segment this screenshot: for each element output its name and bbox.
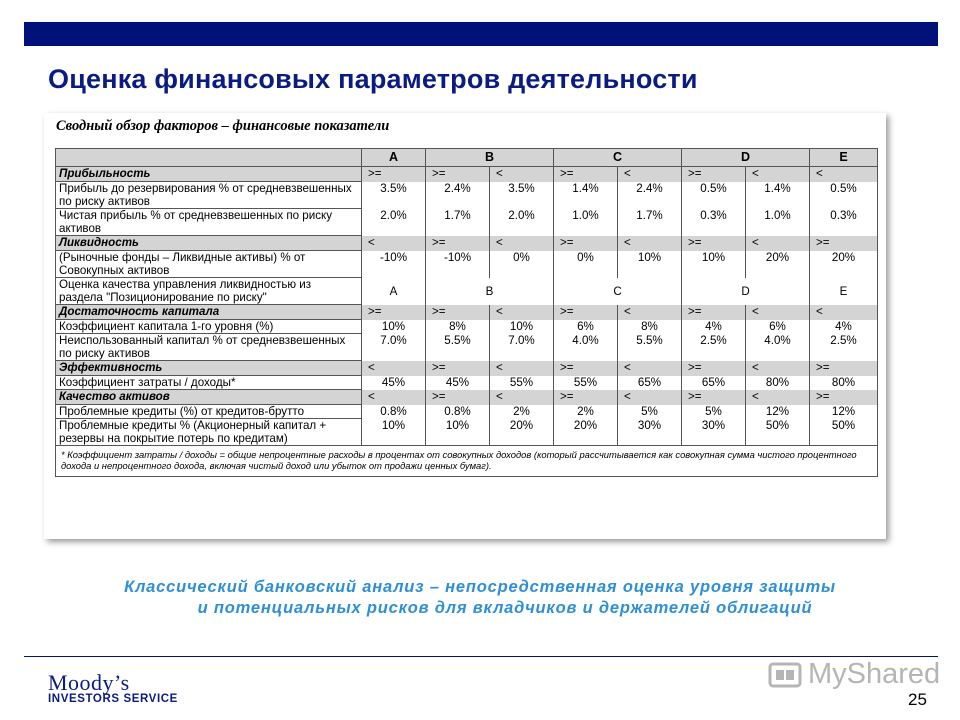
financial-factors-table <box>55 148 878 477</box>
operator-cell: >= <box>362 167 426 182</box>
footnote-row <box>56 446 878 477</box>
value-cell: 6% <box>554 320 618 334</box>
operator-cell: < <box>618 390 682 405</box>
watermark-text: MyShared <box>808 658 941 690</box>
value-cell: 2.4% <box>618 182 682 209</box>
subtitle-line-2: и потенциальных рисков для вкладчиков и держателей облигаций <box>197 599 813 617</box>
value-cell: 0.5% <box>810 182 878 209</box>
value-cell: 20% <box>554 419 618 446</box>
value-cell: 1.0% <box>746 209 810 236</box>
value-cell: 4% <box>682 320 746 334</box>
value-cell: 55% <box>554 376 618 390</box>
value-cell: 0.5% <box>682 182 746 209</box>
value-cell: 0.3% <box>810 209 878 236</box>
value-cell: 12% <box>746 405 810 419</box>
operator-cell: >= <box>682 361 746 376</box>
value-cell: 20% <box>810 251 878 278</box>
value-cell: 0.3% <box>682 209 746 236</box>
value-cell: 1.4% <box>554 182 618 209</box>
value-cell: 65% <box>682 376 746 390</box>
operator-cell: < <box>362 361 426 376</box>
operator-cell: >= <box>554 167 618 182</box>
value-cell: 50% <box>746 419 810 446</box>
operator-cell: < <box>490 167 554 182</box>
value-cell: 5.5% <box>618 334 682 361</box>
table-row <box>56 209 878 236</box>
value-cell: 0% <box>490 251 554 278</box>
value-cell: 20% <box>746 251 810 278</box>
table-row <box>56 278 878 305</box>
operator-cell: < <box>618 236 682 251</box>
row-label: Неиспользованный капитал % от средневзвешенных по риску активов <box>56 334 362 361</box>
value-cell: 2% <box>490 405 554 419</box>
value-cell: 3.5% <box>490 182 554 209</box>
value-cell: 5% <box>618 405 682 419</box>
operator-cell: >= <box>426 305 490 320</box>
value-cell: 1.7% <box>426 209 490 236</box>
row-label: Коэффициент капитала 1-го уровня (%) <box>56 320 362 334</box>
merged-value-cell: B <box>426 278 554 305</box>
value-cell: 50% <box>810 419 878 446</box>
value-cell: 2.5% <box>810 334 878 361</box>
operator-cell: < <box>746 361 810 376</box>
value-cell: 1.0% <box>554 209 618 236</box>
value-cell: 2.0% <box>490 209 554 236</box>
operator-cell: < <box>490 305 554 320</box>
operator-cell: < <box>618 305 682 320</box>
row-label: (Рыночные фонды – Ликвидные активы) % от Совокупных активов <box>56 251 362 278</box>
table-row <box>56 376 878 390</box>
operator-cell: < <box>746 236 810 251</box>
operator-cell: < <box>810 167 878 182</box>
operator-cell: >= <box>682 167 746 182</box>
value-cell: 20% <box>490 419 554 446</box>
top-banner-bar <box>24 22 938 46</box>
value-cell: 4% <box>810 320 878 334</box>
value-cell: -10% <box>362 251 426 278</box>
operator-cell: >= <box>554 236 618 251</box>
row-label: Коэффициент затраты / доходы* <box>56 376 362 390</box>
operator-cell: >= <box>426 236 490 251</box>
value-cell: 0% <box>554 251 618 278</box>
value-cell: 2% <box>554 405 618 419</box>
merged-value-cell: D <box>682 278 810 305</box>
section-header-row <box>56 167 878 182</box>
moodys-logo-subtext: INVESTORS SERVICE <box>48 693 178 705</box>
value-cell: 80% <box>746 376 810 390</box>
table-footnote: * Коэффициент затраты / доходы = общие непроцентные расходы в процентах от совокупных доходов (который рассчитывается как совокупная сумма чистого процентного дохода и непроцентного дохода, включая чистый доход или убыток от продажи ценных бумаг). <box>56 446 878 477</box>
value-cell: 5% <box>682 405 746 419</box>
section-name: Ликвидность <box>56 236 362 251</box>
operator-cell: < <box>490 390 554 405</box>
value-cell: 80% <box>810 376 878 390</box>
value-cell: 30% <box>618 419 682 446</box>
section-header-row <box>56 305 878 320</box>
table-row <box>56 320 878 334</box>
table-header-row <box>56 149 878 167</box>
value-cell: 2.4% <box>426 182 490 209</box>
column-header: A <box>362 149 426 167</box>
operator-cell: < <box>490 236 554 251</box>
operator-cell: < <box>810 305 878 320</box>
table-row <box>56 334 878 361</box>
merged-value-cell: C <box>554 278 682 305</box>
table-row <box>56 182 878 209</box>
operator-cell: >= <box>426 167 490 182</box>
operator-cell: < <box>362 236 426 251</box>
column-header: D <box>682 149 810 167</box>
operator-cell: >= <box>426 390 490 405</box>
value-cell: 7.0% <box>362 334 426 361</box>
value-cell: 3.5% <box>362 182 426 209</box>
row-label: Проблемные кредиты (%) от кредитов-брутто <box>56 405 362 419</box>
value-cell: 45% <box>426 376 490 390</box>
operator-cell: < <box>746 305 810 320</box>
section-name: Качество активов <box>56 390 362 405</box>
operator-cell: < <box>618 167 682 182</box>
operator-cell: >= <box>810 361 878 376</box>
section-name: Достаточность капитала <box>56 305 362 320</box>
row-label: Оценка качества управления ликвидностью из раздела "Позиционирование по риску" <box>56 278 362 305</box>
value-cell: 5.5% <box>426 334 490 361</box>
table-row <box>56 251 878 278</box>
operator-cell: >= <box>810 236 878 251</box>
column-header: C <box>554 149 682 167</box>
value-cell: 45% <box>362 376 426 390</box>
section-header-row <box>56 361 878 376</box>
table-panel <box>44 113 886 539</box>
row-label: Чистая прибыль % от средневзвешенных по риску активов <box>56 209 362 236</box>
operator-cell: >= <box>554 305 618 320</box>
section-header-row <box>56 236 878 251</box>
value-cell: 10% <box>362 419 426 446</box>
column-header: E <box>810 149 878 167</box>
section-name: Эффективность <box>56 361 362 376</box>
header-corner-cell <box>56 149 362 167</box>
value-cell: 10% <box>362 320 426 334</box>
value-cell: 10% <box>682 251 746 278</box>
moodys-logo-wordmark: Moody’s <box>48 670 130 695</box>
value-cell: -10% <box>426 251 490 278</box>
slide-subtitle <box>0 577 960 619</box>
value-cell: 1.4% <box>746 182 810 209</box>
table-row <box>56 419 878 446</box>
operator-cell: >= <box>554 361 618 376</box>
operator-cell: >= <box>682 236 746 251</box>
value-cell: 1.7% <box>618 209 682 236</box>
value-cell: 10% <box>490 320 554 334</box>
value-cell: 7.0% <box>490 334 554 361</box>
merged-value-cell: E <box>810 278 878 305</box>
value-cell: 4.0% <box>746 334 810 361</box>
subtitle-line-1: Классический банковский анализ – непосредственная оценка уровня защиты <box>124 578 836 596</box>
operator-cell: < <box>490 361 554 376</box>
operator-cell: < <box>362 390 426 405</box>
operator-cell: < <box>746 167 810 182</box>
row-label: Проблемные кредиты % (Акционерный капитал + резервы на покрытие потерь по кредитам) <box>56 419 362 446</box>
value-cell: 10% <box>426 419 490 446</box>
column-header: B <box>426 149 554 167</box>
value-cell: 6% <box>746 320 810 334</box>
operator-cell: >= <box>810 390 878 405</box>
value-cell: 2.0% <box>362 209 426 236</box>
table-row <box>56 405 878 419</box>
operator-cell: >= <box>362 305 426 320</box>
value-cell: 55% <box>490 376 554 390</box>
operator-cell: >= <box>554 390 618 405</box>
value-cell: 8% <box>618 320 682 334</box>
table-title: Сводный обзор факторов – финансовые показатели <box>56 118 390 134</box>
value-cell: 30% <box>682 419 746 446</box>
slide-title: Оценка финансовых параметров деятельности <box>48 64 698 94</box>
operator-cell: < <box>746 390 810 405</box>
row-label: Прибыль до резервирования % от средневзвешенных по риску активов <box>56 182 362 209</box>
section-header-row <box>56 390 878 405</box>
value-cell: 4.0% <box>554 334 618 361</box>
value-cell: 10% <box>618 251 682 278</box>
value-cell: 2.5% <box>682 334 746 361</box>
section-name: Прибыльность <box>56 167 362 182</box>
page-number: 25 <box>908 690 927 709</box>
operator-cell: >= <box>682 305 746 320</box>
operator-cell: >= <box>682 390 746 405</box>
merged-value-cell: A <box>362 278 426 305</box>
value-cell: 8% <box>426 320 490 334</box>
value-cell: 12% <box>810 405 878 419</box>
value-cell: 65% <box>618 376 682 390</box>
value-cell: 0.8% <box>426 405 490 419</box>
operator-cell: >= <box>426 361 490 376</box>
footer-rule <box>24 656 938 657</box>
operator-cell: < <box>618 361 682 376</box>
value-cell: 0.8% <box>362 405 426 419</box>
